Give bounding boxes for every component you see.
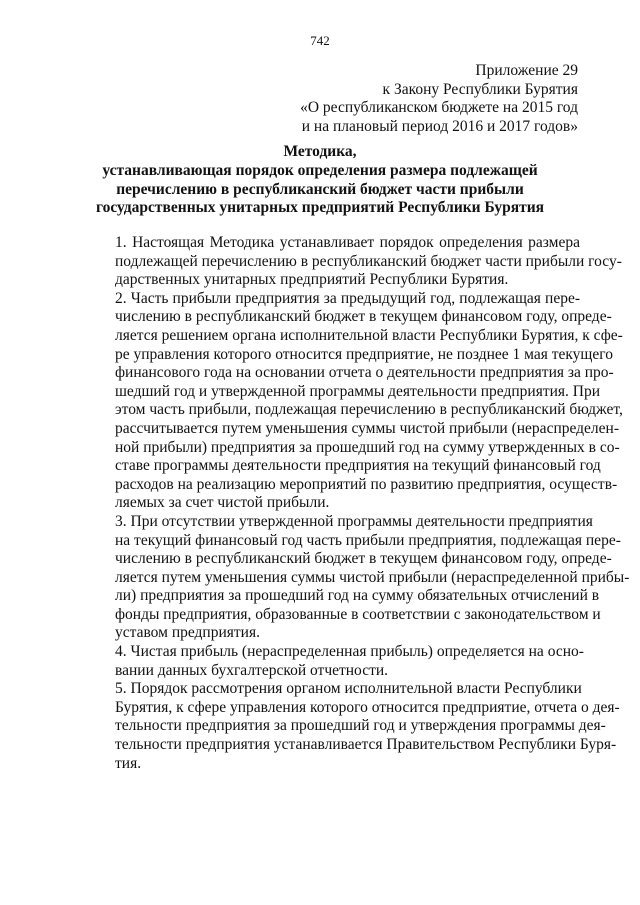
paragraph-line: Бурятия, к сфере управления которого относится предприятие, отчета о дея-	[115, 698, 620, 716]
paragraph	[65, 234, 622, 290]
paragraph	[65, 512, 630, 643]
paragraph-line: ли) предприятия за прошедший год на сумму обязательных отчислений в	[115, 587, 600, 605]
paragraph-line: ставе программы деятельности предприятия на текущий финансовый год	[115, 457, 601, 475]
paragraph-line: 3. При отсутствии утвержденной программы деятельности предприятия	[115, 512, 593, 530]
paragraph-line: ляется решением органа исполнительной власти Республики Бурятия, к сфе-	[115, 326, 623, 344]
paragraph-line: тельности предприятия устанавливается Правительством Республики Буря-	[115, 736, 617, 754]
appendix-line: к Закону Республики Бурятия	[382, 80, 578, 98]
paragraph-line: 5. Порядок рассмотрения органом исполнительной власти Республики	[115, 680, 582, 698]
document-body	[65, 234, 630, 773]
document-title	[60, 143, 580, 218]
paragraph-line: вании данных бухгалтерской отчетности.	[115, 661, 389, 679]
page-number: 742	[310, 33, 330, 48]
paragraph-line: рассчитывается путем уменьшения суммы чистой прибыли (нераспределен-	[115, 419, 619, 437]
paragraph-line: уставом предприятия.	[115, 624, 260, 642]
paragraph-line: подлежащей перечислению в республиканский бюджет части прибыли госу-	[115, 252, 622, 270]
title-line: перечислению в республиканский бюджет части прибыли	[116, 180, 524, 198]
paragraph-line: 4. Чистая прибыль (нераспределенная прибыль) определяется на осно-	[115, 643, 584, 661]
paragraph-line: ной прибыли) предприятия за прошедший год на сумму утвержденных в со-	[115, 438, 620, 456]
paragraph	[65, 680, 620, 773]
paragraph-line: числению в республиканский бюджет в текущем финансовом году, опреде-	[115, 550, 612, 568]
paragraph-line: расходов на реализацию мероприятий по развитию предприятия, осуществ-	[115, 475, 618, 493]
paragraph-line: дарственных унитарных предприятий Республики Бурятия.	[115, 271, 509, 289]
title-line: государственных унитарных предприятий Республики Бурятия	[95, 199, 545, 217]
appendix-line: «О республиканском бюджете на 2015 год	[300, 99, 578, 116]
paragraph-line: числению в республиканский бюджет в текущем финансовом году, опреде-	[115, 308, 612, 326]
paragraph-line: шедший год и утвержденной программы деятельности предприятия. При	[115, 382, 601, 400]
paragraph-line: 1. Настоящая Методика устанавливает порядок определения размера	[115, 234, 580, 251]
title-line: устанавливающая порядок определения размера подлежащей	[102, 161, 538, 179]
paragraph-line: на текущий финансовый год часть прибыли предприятия, подлежащая пере-	[115, 531, 621, 549]
appendix-header	[300, 62, 578, 136]
appendix-line: и на плановый период 2016 и 2017 годов»	[301, 117, 578, 135]
paragraph-line: 2. Часть прибыли предприятия за предыдущий год, подлежащая пере-	[115, 289, 580, 307]
appendix-line: Приложение 29	[475, 62, 578, 79]
paragraph-line: ре управления которого относится предприятие, не позднее 1 мая текущего	[115, 345, 613, 363]
paragraph-line: финансового года на основании отчета о деятельности предприятия за про-	[115, 364, 614, 382]
paragraph-line: фонды предприятия, образованные в соответствии с законодательством и	[115, 605, 601, 623]
paragraph	[65, 643, 584, 680]
paragraph-line: ляемых за счет чистой прибыли.	[115, 494, 330, 512]
paragraph-line: тия.	[115, 754, 142, 772]
title-line: Методика,	[283, 143, 357, 160]
paragraph-line: тельности предприятия за прошедший год и утверждения программы дея-	[115, 717, 606, 735]
paragraph-line: этом часть прибыли, подлежащая перечислению в республиканский бюджет,	[115, 401, 623, 419]
paragraph	[65, 289, 623, 513]
paragraph-line: ляется путем уменьшения суммы чистой прибыли (нераспределенной прибы-	[115, 568, 630, 586]
